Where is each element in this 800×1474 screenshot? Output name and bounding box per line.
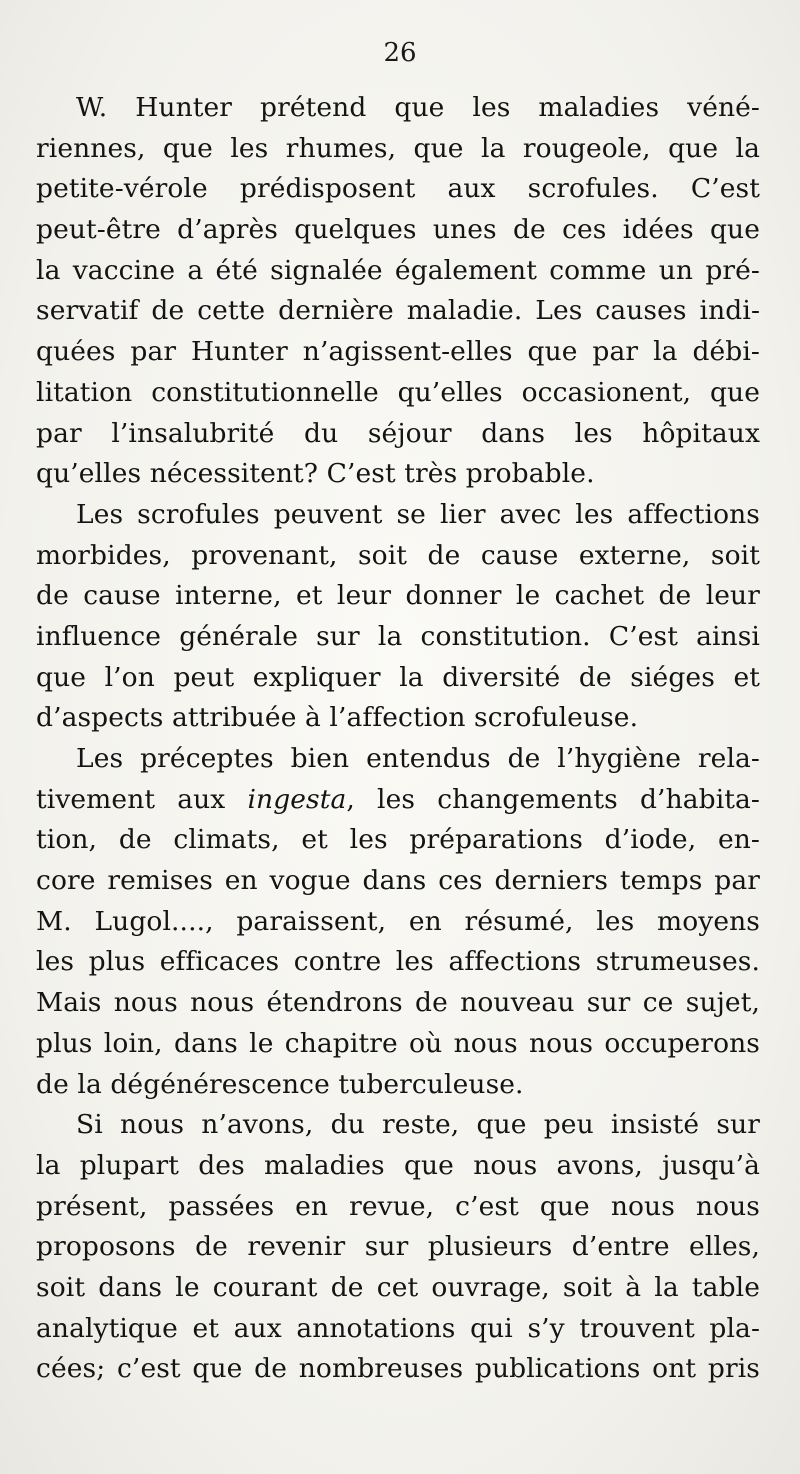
text-line: la plupart des maladies que nous avons, jusqu’à bbox=[36, 1149, 760, 1181]
text-line: de cause interne, et leur donner le cachet de leur bbox=[36, 580, 760, 612]
text-line: que l’on peut expliquer la diversité de siéges et bbox=[36, 661, 760, 693]
text-line: proposons de revenir sur plusieurs d’entre elles, bbox=[36, 1231, 760, 1263]
text-line: Mais nous nous étendrons de nouveau sur ce sujet, bbox=[36, 987, 760, 1019]
paragraph-2 bbox=[36, 495, 760, 739]
text-line: de la dégénérescence tuberculeuse. bbox=[36, 1068, 524, 1100]
text-line: analytique et aux annotations qui s’y trouvent pla- bbox=[36, 1312, 760, 1344]
text-line: core remises en vogue dans ces derniers temps par bbox=[36, 865, 760, 897]
paragraph-4 bbox=[36, 1105, 760, 1390]
text-line-with-italic bbox=[36, 780, 760, 821]
text-line: d’aspects attribuée à l’affection scrofuleuse. bbox=[36, 702, 639, 734]
text-line: la vaccine a été signalée également comme un pré- bbox=[36, 254, 760, 286]
text-line: présent, passées en revue, c’est que nous nous bbox=[36, 1190, 760, 1222]
text-line: litation constitutionnelle qu’elles occasionent, que bbox=[36, 376, 760, 408]
text-line: les plus efficaces contre les affections strumeuses. bbox=[36, 946, 760, 978]
paragraph-3 bbox=[36, 739, 760, 1105]
text-line: petite-vérole prédisposent aux scrofules. C’est bbox=[36, 173, 760, 205]
text-fragment: tivement aux bbox=[36, 783, 226, 815]
text-line: W. Hunter prétend que les maladies véné- bbox=[76, 92, 760, 123]
italic-word: ingesta bbox=[247, 783, 347, 815]
text-line: riennes, que les rhumes, que la rougeole, que la bbox=[36, 132, 760, 164]
text-line: Si nous n’avons, du reste, que peu insisté sur bbox=[76, 1109, 760, 1141]
text-line: servatif de cette dernière maladie. Les causes indi- bbox=[36, 295, 760, 327]
text-line: tion, de climats, et les préparations d’iode, en- bbox=[36, 824, 760, 856]
text-line: Les préceptes bien entendus de l’hygiène rela- bbox=[76, 743, 760, 774]
text-line: Les scrofules peuvent se lier avec les affections bbox=[76, 498, 760, 530]
text-line: par l’insalubrité du séjour dans les hôpitaux bbox=[36, 417, 760, 449]
text-line: influence générale sur la constitution. C’est ainsi bbox=[36, 620, 760, 652]
body-text bbox=[36, 88, 760, 1390]
text-line: soit dans le courant de cet ouvrage, soit à la table bbox=[36, 1271, 760, 1303]
page-number: 26 bbox=[383, 38, 417, 68]
text-line: qu’elles nécessitent? C’est très probable. bbox=[36, 458, 595, 490]
text-line: quées par Hunter n’agissent-elles que par la débi- bbox=[36, 336, 760, 368]
text-line: peut-être d’après quelques unes de ces idées que bbox=[36, 214, 760, 246]
text-line: cées; c’est que de nombreuses publications ont pris bbox=[36, 1353, 760, 1385]
text-line: plus loin, dans le chapitre où nous nous occuperons bbox=[36, 1027, 760, 1059]
text-line: morbides, provenant, soit de cause externe, soit bbox=[36, 539, 760, 571]
text-fragment: , les changements d’habita- bbox=[346, 783, 760, 815]
paragraph-1 bbox=[36, 88, 760, 495]
text-line: M. Lugol...., paraissent, en résumé, les moyens bbox=[36, 905, 760, 937]
